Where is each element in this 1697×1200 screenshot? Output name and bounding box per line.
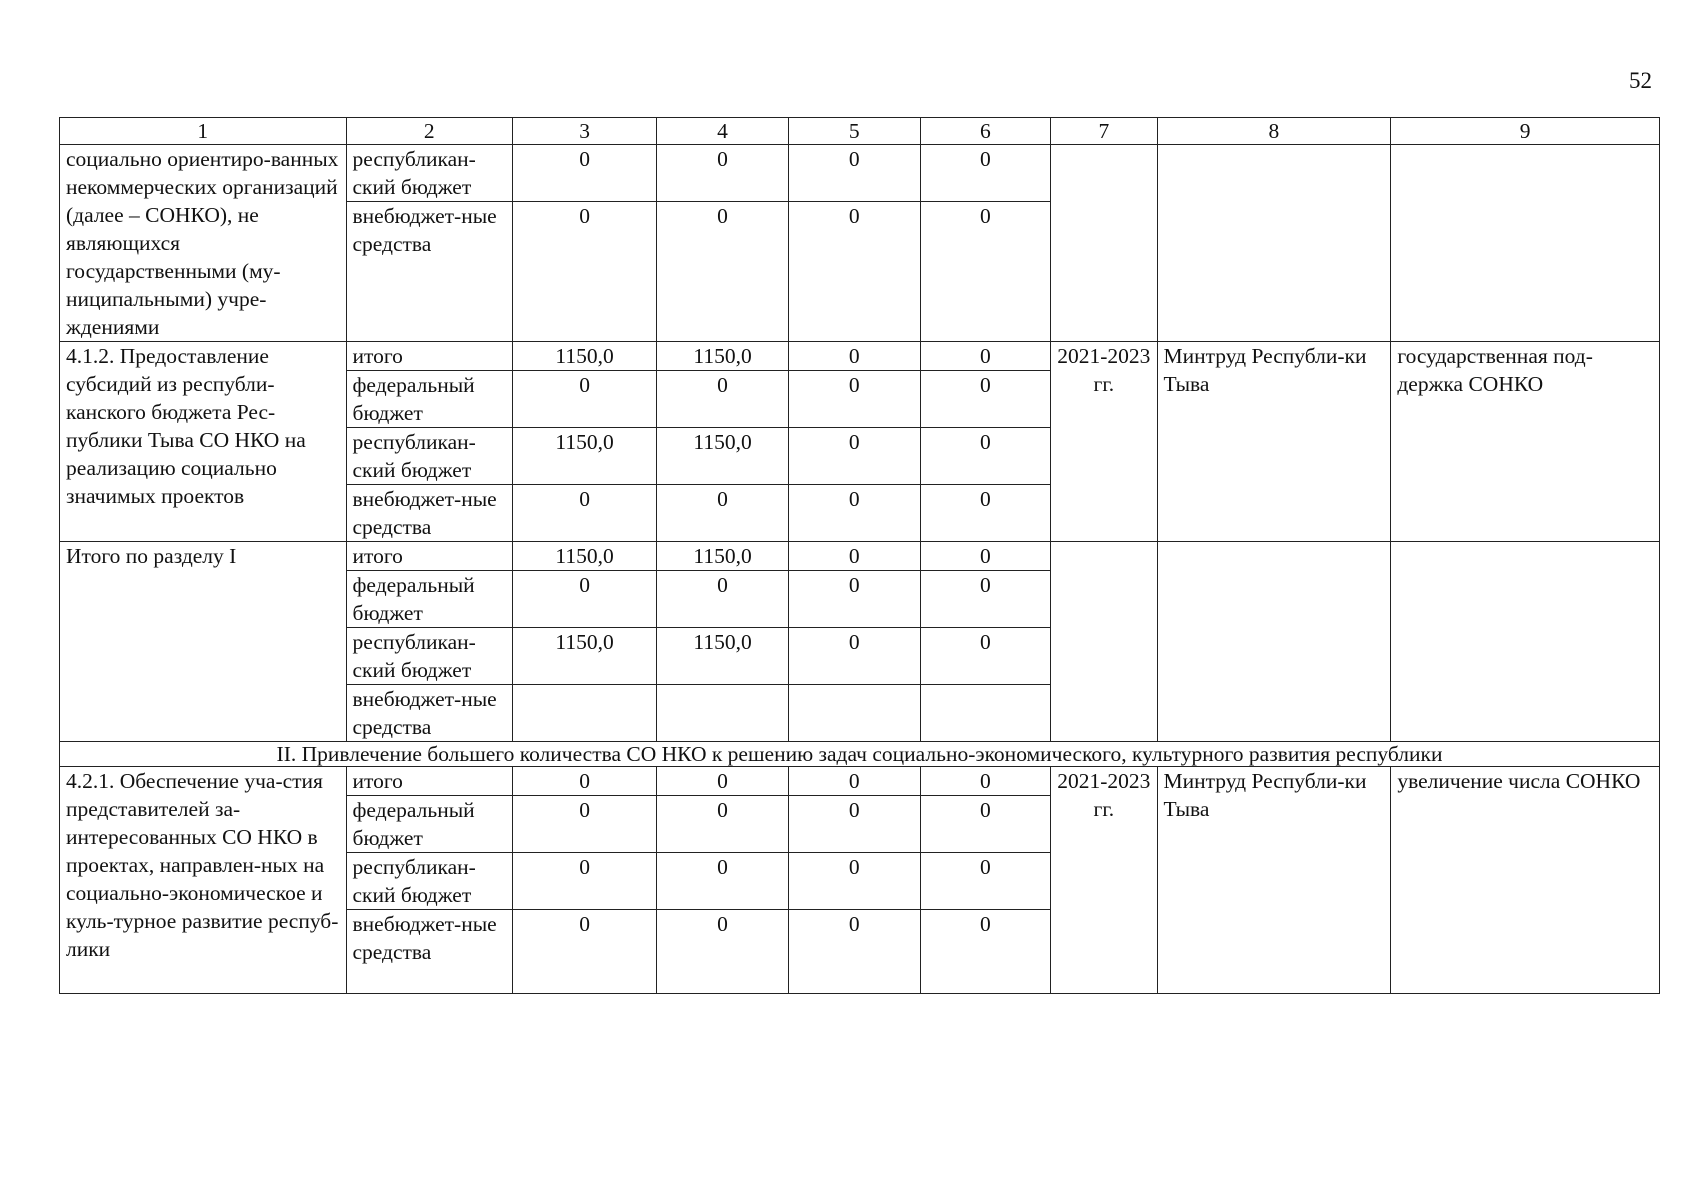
value-cell: 1150,0 xyxy=(657,628,789,685)
result-cell: государственная под-держка СОНКО xyxy=(1391,342,1660,542)
value-cell: 0 xyxy=(657,853,789,910)
value-cell: 0 xyxy=(920,202,1051,342)
funding-source: итого xyxy=(346,542,512,571)
value-cell: 0 xyxy=(788,202,920,342)
value-cell: 0 xyxy=(920,342,1051,371)
value-cell xyxy=(920,685,1051,742)
value-cell: 0 xyxy=(512,202,656,342)
value-cell xyxy=(657,685,789,742)
value-cell: 0 xyxy=(788,571,920,628)
result-cell xyxy=(1391,145,1660,342)
value-cell: 1150,0 xyxy=(512,628,656,685)
table-row xyxy=(60,767,1660,796)
col-number: 1 xyxy=(60,118,347,145)
value-cell: 0 xyxy=(657,796,789,853)
value-cell: 0 xyxy=(657,571,789,628)
funding-source: внебюджет-ные средства xyxy=(346,485,512,542)
value-cell: 0 xyxy=(657,371,789,428)
value-cell: 0 xyxy=(920,371,1051,428)
value-cell: 0 xyxy=(788,542,920,571)
col-number: 3 xyxy=(512,118,656,145)
value-cell: 0 xyxy=(788,796,920,853)
value-cell: 0 xyxy=(657,910,789,994)
value-cell: 0 xyxy=(920,796,1051,853)
period-cell xyxy=(1051,145,1157,342)
period-cell xyxy=(1051,542,1157,742)
budget-table xyxy=(59,117,1660,994)
executor-cell: Минтруд Республи-ки Тыва xyxy=(1157,342,1391,542)
value-cell: 0 xyxy=(512,910,656,994)
value-cell: 0 xyxy=(920,485,1051,542)
executor-cell xyxy=(1157,542,1391,742)
measure-description: Итого по разделу I xyxy=(60,542,347,742)
funding-source: республикан-ский бюджет xyxy=(346,853,512,910)
executor-cell: Минтруд Республи-ки Тыва xyxy=(1157,767,1391,994)
funding-source: внебюджет-ные средства xyxy=(346,910,512,994)
value-cell: 0 xyxy=(657,767,789,796)
value-cell: 0 xyxy=(512,485,656,542)
value-cell: 0 xyxy=(512,571,656,628)
value-cell: 0 xyxy=(657,145,789,202)
value-cell: 0 xyxy=(920,542,1051,571)
value-cell: 1150,0 xyxy=(657,542,789,571)
value-cell: 0 xyxy=(920,853,1051,910)
funding-source: федеральный бюджет xyxy=(346,371,512,428)
value-cell: 0 xyxy=(788,767,920,796)
funding-source: республикан-ский бюджет xyxy=(346,145,512,202)
value-cell: 1150,0 xyxy=(512,342,656,371)
funding-source: внебюджет-ные средства xyxy=(346,685,512,742)
value-cell: 0 xyxy=(920,428,1051,485)
value-cell: 0 xyxy=(788,853,920,910)
funding-source: республикан-ский бюджет xyxy=(346,628,512,685)
col-number: 8 xyxy=(1157,118,1391,145)
executor-cell xyxy=(1157,145,1391,342)
funding-source: внебюджет-ные средства xyxy=(346,202,512,342)
period-cell: 2021-2023 гг. xyxy=(1051,767,1157,994)
funding-source: республикан-ский бюджет xyxy=(346,428,512,485)
col-number: 2 xyxy=(346,118,512,145)
value-cell: 0 xyxy=(788,910,920,994)
section-title: II. Привлечение большего количества СО НКО к решению задач социально-экономического, культурного развития республики xyxy=(60,742,1660,767)
value-cell: 0 xyxy=(788,342,920,371)
result-cell: увеличение числа СОНКО xyxy=(1391,767,1660,994)
value-cell: 0 xyxy=(657,202,789,342)
table-row xyxy=(60,342,1660,371)
funding-source: федеральный бюджет xyxy=(346,796,512,853)
value-cell: 1150,0 xyxy=(512,428,656,485)
value-cell: 0 xyxy=(920,767,1051,796)
value-cell: 0 xyxy=(920,910,1051,994)
result-cell xyxy=(1391,542,1660,742)
value-cell: 0 xyxy=(788,428,920,485)
measure-description: социально ориентиро-ванных некоммерческих организаций (далее – СОНКО), не являющихся государственными (му-ниципальными) учре-ждениями xyxy=(60,145,347,342)
value-cell: 0 xyxy=(920,628,1051,685)
value-cell: 0 xyxy=(512,796,656,853)
value-cell xyxy=(788,685,920,742)
value-cell: 0 xyxy=(788,485,920,542)
value-cell: 0 xyxy=(788,145,920,202)
col-number: 7 xyxy=(1051,118,1157,145)
value-cell: 0 xyxy=(512,145,656,202)
value-cell: 0 xyxy=(512,767,656,796)
period-cell: 2021-2023 гг. xyxy=(1051,342,1157,542)
value-cell: 1150,0 xyxy=(657,342,789,371)
value-cell: 1150,0 xyxy=(512,542,656,571)
value-cell: 0 xyxy=(657,485,789,542)
funding-source: итого xyxy=(346,767,512,796)
measure-description: 4.2.1. Обеспечение уча-стия представителей за-интересованных СО НКО в проектах, направлен-ных на социально-экономическое и куль-турное развитие респуб-лики xyxy=(60,767,347,994)
value-cell: 0 xyxy=(788,371,920,428)
funding-source: итого xyxy=(346,342,512,371)
funding-source: федеральный бюджет xyxy=(346,571,512,628)
value-cell: 0 xyxy=(788,628,920,685)
value-cell: 0 xyxy=(920,571,1051,628)
col-number: 6 xyxy=(920,118,1051,145)
table-row xyxy=(60,542,1660,571)
measure-description: 4.1.2. Предоставление субсидий из республи-канского бюджета Рес-публики Тыва СО НКО на реализацию социально значимых проектов xyxy=(60,342,347,542)
col-number: 4 xyxy=(657,118,789,145)
page-number: 52 xyxy=(1629,68,1652,93)
col-number: 9 xyxy=(1391,118,1660,145)
value-cell: 0 xyxy=(512,853,656,910)
value-cell: 0 xyxy=(512,371,656,428)
table-row xyxy=(60,145,1660,202)
column-number-row xyxy=(60,118,1660,145)
section-row xyxy=(60,742,1660,767)
col-number: 5 xyxy=(788,118,920,145)
value-cell: 1150,0 xyxy=(657,428,789,485)
value-cell: 0 xyxy=(920,145,1051,202)
value-cell xyxy=(512,685,656,742)
